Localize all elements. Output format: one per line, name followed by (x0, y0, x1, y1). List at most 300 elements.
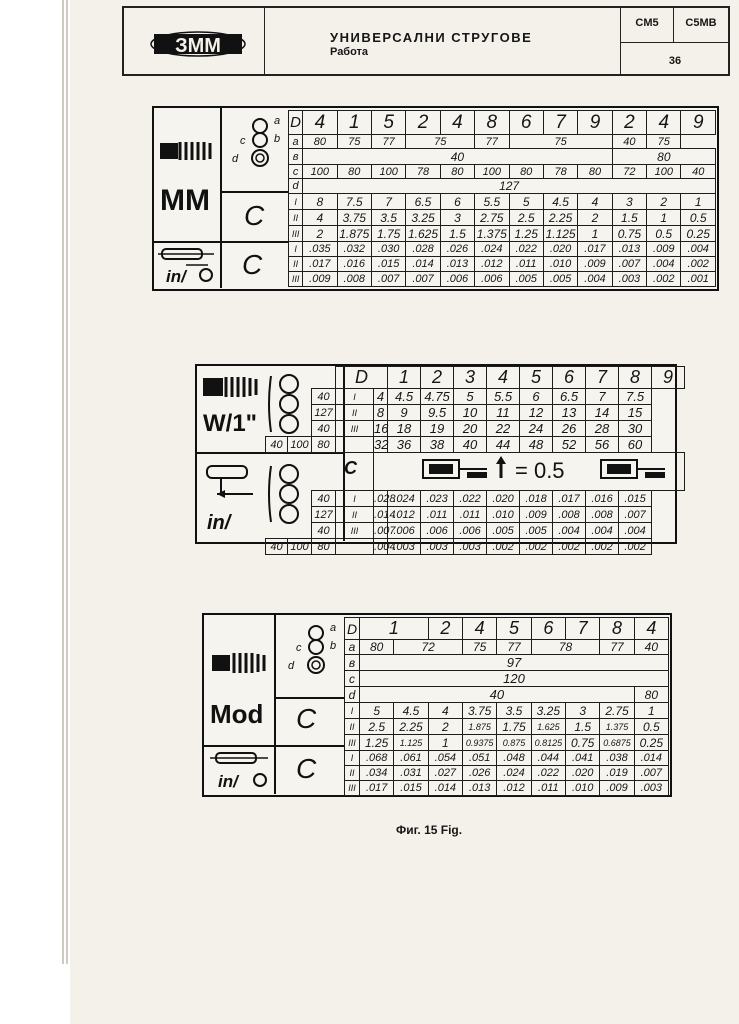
value-cell: 4.5 (394, 703, 428, 719)
header-cell: 4 (634, 618, 668, 640)
value-cell: .006 (388, 523, 421, 539)
blank-cell (266, 491, 312, 507)
row-feed (266, 523, 685, 539)
value-cell: .009 (600, 781, 634, 796)
value-cell: 4.75 (421, 389, 454, 405)
value-cell: .008 (586, 507, 619, 523)
value-cell: 1.375 (475, 226, 509, 242)
thread-screw-icon (158, 138, 216, 164)
gear-cell: 80 (312, 539, 336, 555)
row-gear-d (345, 687, 669, 703)
gear-cell: 40 (312, 389, 336, 405)
value-cell: .020 (566, 766, 600, 781)
value-cell: 1.75 (371, 226, 405, 242)
value-cell: .007 (406, 272, 440, 287)
blank-cell (266, 367, 336, 389)
value-cell: 30 (619, 421, 652, 437)
value-cell: .011 (421, 507, 454, 523)
value-cell: .010 (566, 781, 600, 796)
value-cell: .022 (531, 766, 565, 781)
gear-label-d: d (288, 660, 295, 672)
gear-label-c: c (296, 642, 302, 654)
row-label-cell: II (345, 719, 360, 735)
value-cell: .018 (520, 491, 553, 507)
gear-cell: 100 (288, 437, 312, 453)
value-cell: .009 (303, 272, 337, 287)
row-label-cell: D (345, 618, 360, 640)
row-thread (266, 421, 685, 437)
page-number: 36 (668, 55, 682, 67)
c-label: C (296, 703, 317, 734)
value-cell: .022 (509, 242, 543, 257)
header-cell: 1 (360, 618, 429, 640)
gear-cell: 80 (360, 640, 394, 655)
gear-train-icon (280, 619, 340, 675)
value-cell: 3.5 (371, 210, 405, 226)
value-cell: 6 (520, 389, 553, 405)
divider (204, 745, 344, 747)
unit-label-inch: W/1" (203, 410, 258, 437)
value-cell: .016 (337, 257, 371, 272)
value-cell: 19 (421, 421, 454, 437)
header-cell: 7 (543, 111, 577, 135)
row-label-cell: c (289, 165, 303, 179)
value-cell: 2.75 (600, 703, 634, 719)
value-cell: 0.75 (612, 226, 646, 242)
gear-cell: 80 (612, 149, 715, 165)
thread-screw-icon (201, 374, 261, 400)
value-cell: .032 (337, 242, 371, 257)
value-cell: .015 (619, 491, 652, 507)
page-edge (66, 0, 68, 964)
value-cell: 1.375 (600, 719, 634, 735)
value-cell: 1.5 (440, 226, 474, 242)
value-cell: 2.25 (394, 719, 428, 735)
row-label-cell: I (289, 242, 303, 257)
value-cell: 3.75 (463, 703, 497, 719)
gear-cell: 75 (406, 135, 475, 149)
value-cell: .004 (619, 523, 652, 539)
value-cell: 24 (520, 421, 553, 437)
value-cell: 8 (303, 194, 337, 210)
row-pitch (289, 194, 716, 210)
row-feed (266, 507, 685, 523)
value-cell: .017 (578, 242, 612, 257)
value-cell: 9 (388, 405, 421, 421)
value-cell: 0.75 (566, 735, 600, 751)
row-label-cell (336, 539, 374, 555)
value-cell: .014 (428, 781, 462, 796)
value-cell: .002 (520, 539, 553, 555)
value-cell: .031 (394, 766, 428, 781)
row-formula (266, 453, 685, 491)
value-cell: 1.25 (509, 226, 543, 242)
gear-cell: 77 (497, 640, 531, 655)
row-label-cell: D (336, 367, 388, 389)
value-cell: .004 (578, 272, 612, 287)
row-gear-d (289, 179, 716, 194)
feed-unit-label: in/ (218, 772, 238, 791)
blank-cell (266, 523, 312, 539)
row-gear-c (345, 671, 669, 687)
value-cell: .024 (497, 766, 531, 781)
row-label-cell: I (345, 703, 360, 719)
value-cell: .003 (421, 539, 454, 555)
value-cell: .003 (612, 272, 646, 287)
row-label-cell: в (289, 149, 303, 165)
thread-screw-icon (210, 649, 270, 677)
logo-text: ЗММ (175, 35, 221, 57)
header-cell: 9 (578, 111, 612, 135)
row-feed (289, 242, 716, 257)
page-edge (62, 0, 64, 964)
c-label: C (244, 200, 265, 231)
value-cell: 1.25 (360, 735, 394, 751)
gear-cell: 40 (266, 437, 288, 453)
value-cell: .012 (388, 507, 421, 523)
value-cell: 1.5 (612, 210, 646, 226)
value-cell: 18 (388, 421, 421, 437)
gear-cell: 40 (634, 640, 668, 655)
header-cell: 1 (388, 367, 421, 389)
model-code-1: CM5 (621, 8, 674, 43)
value-cell: 1 (647, 210, 681, 226)
header-cell: 5 (520, 367, 553, 389)
value-cell: .009 (647, 242, 681, 257)
value-cell: 26 (553, 421, 586, 437)
value-cell: 1.625 (531, 719, 565, 735)
gear-cell: 40 (360, 687, 635, 703)
value-cell: .013 (440, 257, 474, 272)
row-label-cell: III (289, 226, 303, 242)
value-cell: 14 (586, 405, 619, 421)
gear-cell: 80 (303, 135, 337, 149)
value-cell: .006 (440, 272, 474, 287)
page-subtitle: Работа (330, 46, 369, 58)
gear-cell: 100 (371, 165, 405, 179)
value-cell: 1 (634, 703, 668, 719)
value-cell: 28 (586, 421, 619, 437)
row-feed (345, 781, 669, 796)
value-cell: .008 (553, 507, 586, 523)
feed-unit-label: in/ (207, 512, 231, 534)
table-metric (152, 106, 719, 291)
row-label-cell: II (336, 405, 374, 421)
value-cell: 1 (578, 226, 612, 242)
value-cell: .020 (543, 242, 577, 257)
value-cell: 5 (454, 389, 487, 405)
feed-unit-label: in/ (166, 267, 186, 286)
row-pitch (345, 703, 669, 719)
gear-cell: 72 (612, 165, 646, 179)
row-pitch (345, 719, 669, 735)
value-cell: 16 (374, 421, 389, 436)
gear-cell: 40 (612, 135, 646, 149)
value-cell: 4 (374, 389, 388, 405)
value-cell: .027 (428, 766, 462, 781)
row-label-cell: a (345, 640, 360, 655)
value-cell: 2 (647, 194, 681, 210)
value-cell: 6.5 (553, 389, 586, 405)
feed-carriage-icon (210, 749, 270, 791)
value-cell: 4 (428, 703, 462, 719)
value-cell: .017 (360, 781, 394, 796)
value-cell: 1.875 (463, 719, 497, 735)
table-module-grid (344, 617, 669, 796)
value-cell: .017 (553, 491, 586, 507)
value-cell: .016 (586, 491, 619, 507)
value-cell: 2 (428, 719, 462, 735)
value-cell: .005 (509, 272, 543, 287)
value-cell: 56 (586, 437, 619, 453)
value-cell: 5 (360, 703, 394, 719)
value-cell: .004 (681, 242, 716, 257)
header-cell: 7 (586, 367, 619, 389)
value-cell: 3 (612, 194, 646, 210)
value-cell: 4 (303, 210, 337, 226)
gear-label-d: d (232, 153, 239, 165)
value-cell: 1.5 (566, 719, 600, 735)
value-cell: .012 (497, 781, 531, 796)
gear-cell: 77 (475, 135, 509, 149)
value-cell: .015 (394, 781, 428, 796)
unit-label-mod: Mod (210, 699, 264, 729)
header-cell: 8 (600, 618, 634, 640)
gear-cell: 78 (406, 165, 440, 179)
row-feed (266, 539, 685, 555)
header-cell: 2 (612, 111, 646, 135)
header-cell: 9 (652, 367, 685, 389)
value-cell: 3.25 (531, 703, 565, 719)
lathe-gearbox-diagram (379, 454, 679, 484)
value-cell: 1.625 (406, 226, 440, 242)
value-cell: .014 (374, 508, 396, 521)
value-cell: .041 (566, 751, 600, 766)
value-cell: 9.5 (421, 405, 454, 421)
value-cell: 1.75 (497, 719, 531, 735)
value-cell: 2 (303, 226, 337, 242)
value-cell: .009 (520, 507, 553, 523)
page-title: УНИВЕРСАЛНИ СТРУГОВЕ (330, 30, 533, 45)
value-cell: .005 (543, 272, 577, 287)
header-cell: 4 (487, 367, 520, 389)
value-cell: .030 (371, 242, 405, 257)
value-cell: 7.5 (337, 194, 371, 210)
value-cell: .038 (600, 751, 634, 766)
value-cell: .054 (428, 751, 462, 766)
gear-cell: 78 (531, 640, 600, 655)
value-cell: 52 (553, 437, 586, 453)
gear-cell: 75 (509, 135, 612, 149)
value-cell: 3 (440, 210, 474, 226)
gear-label-a: a (330, 622, 337, 634)
header-cell: 5 (371, 111, 405, 135)
feed-carriage-icon (201, 460, 261, 504)
row-label-cell (336, 437, 374, 453)
value-cell: 0.9375 (463, 735, 497, 751)
value-cell: 38 (421, 437, 454, 453)
value-cell: 7.5 (619, 389, 652, 405)
gear-cell: 40 (312, 523, 336, 539)
feed-c-label: C (296, 753, 317, 784)
gear-cell: 77 (600, 640, 634, 655)
value-cell: 3 (566, 703, 600, 719)
value-cell: 0.25 (681, 226, 716, 242)
row-label-cell: II (289, 257, 303, 272)
value-cell: .028 (406, 242, 440, 257)
value-cell: 5 (509, 194, 543, 210)
value-cell: .061 (394, 751, 428, 766)
value-cell: .007 (619, 507, 652, 523)
table-metric-grid (288, 110, 716, 287)
value-cell: 5.5 (487, 389, 520, 405)
value-cell: .028 (374, 492, 396, 505)
value-cell: 4.5 (388, 389, 421, 405)
value-cell: 22 (487, 421, 520, 437)
value-cell: .002 (647, 272, 681, 287)
value-cell: 2.5 (360, 719, 394, 735)
value-cell: 5.5 (475, 194, 509, 210)
value-cell: .026 (463, 766, 497, 781)
header-cell: 9 (681, 111, 716, 135)
value-cell: .009 (578, 257, 612, 272)
row-label-cell: II (345, 766, 360, 781)
value-cell: 0.5 (681, 210, 716, 226)
table-imperial (195, 364, 677, 553)
value-cell: 2.5 (509, 210, 543, 226)
header-cell: 4 (303, 111, 337, 135)
value-cell: 1 (681, 194, 716, 210)
header-cell: 2 (428, 618, 462, 640)
header-cell: 8 (475, 111, 509, 135)
value-cell: 2 (578, 210, 612, 226)
row-label-cell: d (289, 179, 303, 194)
value-cell: 4.5 (543, 194, 577, 210)
gear-cell: 77 (371, 135, 405, 149)
value-cell: .044 (531, 751, 565, 766)
gear-cell: 75 (463, 640, 497, 655)
gear-cell: 78 (543, 165, 577, 179)
value-cell: .010 (543, 257, 577, 272)
value-cell: .005 (487, 523, 520, 539)
value-cell: .004 (586, 523, 619, 539)
value-cell: 1 (428, 735, 462, 751)
value-cell: .035 (303, 242, 337, 257)
header-cell: 5 (497, 618, 531, 640)
unit-label-mm: MM (160, 184, 210, 217)
header-cell: 2 (406, 111, 440, 135)
value-cell: 10 (454, 405, 487, 421)
row-label-cell: c (345, 671, 360, 687)
value-cell: .007 (612, 257, 646, 272)
row-thread (266, 389, 685, 405)
value-cell: .013 (612, 242, 646, 257)
value-cell: 4 (578, 194, 612, 210)
row-gear-b (345, 655, 669, 671)
value-cell: .013 (463, 781, 497, 796)
value-cell: .004 (647, 257, 681, 272)
value-cell: .034 (360, 766, 394, 781)
row-thread (266, 405, 685, 421)
header-cell: 6 (509, 111, 543, 135)
row-label-cell: III (345, 735, 360, 751)
value-cell: .003 (634, 781, 668, 796)
divider (154, 241, 288, 243)
value-cell: .006 (421, 523, 454, 539)
value-cell: 15 (619, 405, 652, 421)
blank-cell (266, 405, 312, 421)
gear-cell: 75 (337, 135, 371, 149)
value-cell: 2.25 (543, 210, 577, 226)
value-cell: .024 (475, 242, 509, 257)
value-cell: .004 (374, 540, 396, 553)
value-cell: .008 (337, 272, 371, 287)
value-cell: .051 (463, 751, 497, 766)
value-cell: .010 (487, 507, 520, 523)
row-label-cell: III (289, 272, 303, 287)
row-header (266, 367, 685, 389)
row-label-cell: II (289, 210, 303, 226)
row-pitch (289, 226, 716, 242)
row-label-cell: II (336, 507, 374, 523)
row-gear-a (289, 135, 716, 149)
value-cell: .002 (586, 539, 619, 555)
header-cell: 6 (531, 618, 565, 640)
value-cell: 6.5 (406, 194, 440, 210)
value-cell: 1.125 (543, 226, 577, 242)
table-imperial-grid (265, 366, 685, 555)
value-cell: .011 (454, 507, 487, 523)
value-cell: 6 (440, 194, 474, 210)
value-cell: .019 (600, 766, 634, 781)
row-pitch-header (345, 618, 669, 640)
row-gear-c (289, 165, 716, 179)
gear-cell: 75 (647, 135, 681, 149)
value-cell: .007 (371, 272, 405, 287)
table-module (202, 613, 672, 797)
c-label: C (344, 458, 357, 478)
row-label-cell: D (289, 111, 303, 135)
gear-cell: 100 (475, 165, 509, 179)
row-feed (345, 766, 669, 781)
gear-cell: 80 (337, 165, 371, 179)
value-cell: 13 (553, 405, 586, 421)
logo-cell (124, 8, 265, 74)
value-cell: .005 (520, 523, 553, 539)
row-pitch (289, 210, 716, 226)
value-cell: .017 (303, 257, 337, 272)
row-pitch-header (289, 111, 716, 135)
divider (220, 108, 222, 288)
gear-cell: 100 (288, 539, 312, 555)
row-label-cell: I (336, 389, 374, 405)
value-cell: 0.6875 (600, 735, 634, 751)
header-cell: 4 (647, 111, 681, 135)
row-gear-b (289, 149, 716, 165)
value-cell: 0.5 (647, 226, 681, 242)
model-cell (620, 8, 729, 74)
page-header (122, 6, 730, 76)
gear-cell: 40 (266, 539, 288, 555)
gear-cell: 72 (394, 640, 463, 655)
value-cell: .002 (619, 539, 652, 555)
header-cell: 7 (566, 618, 600, 640)
value-cell: 7 (586, 389, 619, 405)
row-label-cell: I (336, 491, 374, 507)
value-cell: 0.5 (634, 719, 668, 735)
header-cell: 1 (337, 111, 371, 135)
value-cell: .015 (371, 257, 405, 272)
